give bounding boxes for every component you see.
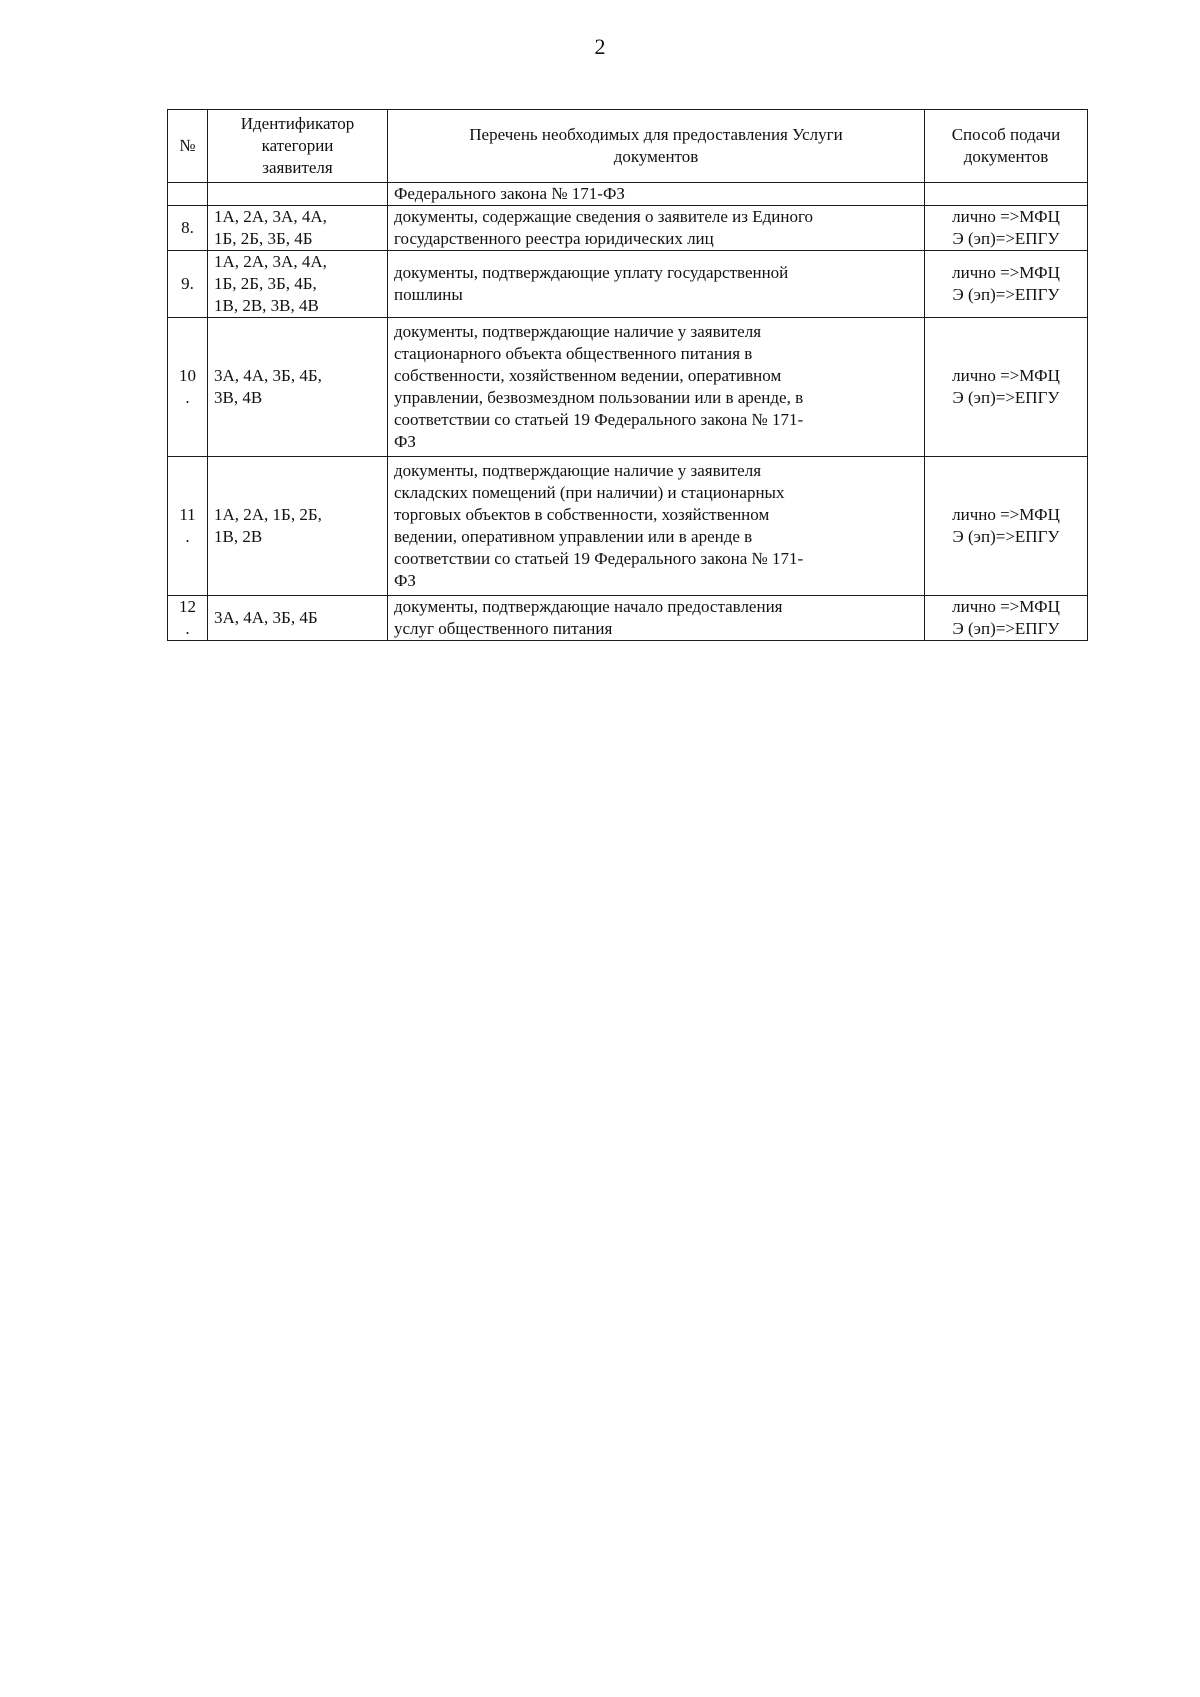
row-number-part: . bbox=[185, 527, 190, 546]
table-row bbox=[168, 596, 1088, 641]
page-number: 2 bbox=[594, 34, 606, 59]
header-number: № bbox=[168, 110, 208, 183]
cell-documents bbox=[388, 457, 925, 596]
identifier-line: 1А, 2А, 3А, 4А, bbox=[214, 207, 327, 226]
cell-number bbox=[168, 457, 208, 596]
cell-number bbox=[168, 183, 208, 206]
cell-identifier bbox=[208, 251, 388, 318]
identifier-line: 3В, 4В bbox=[214, 388, 263, 407]
header-method bbox=[925, 110, 1088, 183]
cell-method bbox=[925, 596, 1088, 641]
method-line: лично =>МФЦ bbox=[952, 207, 1060, 226]
cell-number: 8. bbox=[168, 206, 208, 251]
method-line: лично =>МФЦ bbox=[952, 597, 1060, 616]
identifier-line: 3А, 4А, 3Б, 4Б bbox=[214, 608, 318, 627]
documents-line: услуг общественного питания bbox=[394, 619, 613, 638]
header-identifier-line: Идентификатор bbox=[240, 114, 355, 133]
cell-method bbox=[925, 206, 1088, 251]
cell-number bbox=[168, 318, 208, 457]
method-line: Э (эп)=>ЕПГУ bbox=[952, 527, 1060, 546]
documents-line: стационарного объекта общественного питания в bbox=[394, 344, 753, 363]
table-row bbox=[168, 251, 1088, 318]
cell-identifier bbox=[208, 318, 388, 457]
documents-line: государственного реестра юридических лиц bbox=[394, 229, 714, 248]
cell-number: 9. bbox=[168, 251, 208, 318]
documents-line: пошлины bbox=[394, 285, 463, 304]
documents-line: документы, подтверждающие наличие у заявителя bbox=[394, 461, 762, 480]
method-line: Э (эп)=>ЕПГУ bbox=[952, 285, 1060, 304]
documents-line: соответствии со статьей 19 Федерального закона № 171- bbox=[394, 410, 804, 429]
documents-line: ведении, оперативном управлении или в аренде в bbox=[394, 527, 753, 546]
documents-line: торговых объектов в собственности, хозяйственном bbox=[394, 505, 770, 524]
row-number-part: 12 bbox=[179, 597, 196, 616]
identifier-line: 1А, 2А, 1Б, 2Б, bbox=[214, 505, 322, 524]
documents-line: документы, содержащие сведения о заявителе из Единого bbox=[394, 207, 814, 226]
cell-identifier bbox=[208, 206, 388, 251]
header-method-line: документов bbox=[963, 147, 1049, 166]
header-documents-line: документов bbox=[613, 147, 699, 166]
table-row bbox=[168, 457, 1088, 596]
cell-documents bbox=[388, 206, 925, 251]
documents-line: документы, подтверждающие наличие у заявителя bbox=[394, 322, 762, 341]
documents-line: соответствии со статьей 19 Федерального закона № 171- bbox=[394, 549, 804, 568]
documents-line: складских помещений (при наличии) и стационарных bbox=[394, 483, 785, 502]
documents-line: управлении, безвозмездном пользовании или в аренде, в bbox=[394, 388, 804, 407]
table-header-row bbox=[168, 110, 1088, 183]
cell-identifier bbox=[208, 596, 388, 641]
documents-line: документы, подтверждающие уплату государственной bbox=[394, 263, 789, 282]
row-number-part: . bbox=[185, 388, 190, 407]
identifier-line: 1В, 2В bbox=[214, 527, 263, 546]
cell-documents bbox=[388, 318, 925, 457]
identifier-line: 1А, 2А, 3А, 4А, bbox=[214, 252, 327, 271]
documents-line: ФЗ bbox=[394, 571, 416, 590]
row-number-part: 11 bbox=[179, 505, 196, 524]
documents-line: документы, подтверждающие начало предоставления bbox=[394, 597, 783, 616]
cell-documents bbox=[388, 596, 925, 641]
method-line: лично =>МФЦ bbox=[952, 505, 1060, 524]
row-number-part: 10 bbox=[179, 366, 196, 385]
identifier-line: 1В, 2В, 3В, 4В bbox=[214, 296, 319, 315]
method-line: Э (эп)=>ЕПГУ bbox=[952, 388, 1060, 407]
documents-table bbox=[167, 109, 1088, 641]
identifier-line: 1Б, 2Б, 3Б, 4Б, bbox=[214, 274, 317, 293]
header-identifier-line: заявителя bbox=[262, 158, 333, 177]
cell-method bbox=[925, 251, 1088, 318]
cell-method bbox=[925, 183, 1088, 206]
identifier-line: 1Б, 2Б, 3Б, 4Б bbox=[214, 229, 313, 248]
method-line: лично =>МФЦ bbox=[952, 263, 1060, 282]
cell-method bbox=[925, 457, 1088, 596]
row-number-part: . bbox=[185, 619, 190, 638]
header-method-line: Способ подачи bbox=[951, 125, 1061, 144]
cell-identifier bbox=[208, 183, 388, 206]
table-row bbox=[168, 318, 1088, 457]
cell-number bbox=[168, 596, 208, 641]
table-row-continuation bbox=[168, 183, 1088, 206]
header-identifier-line: категории bbox=[261, 136, 334, 155]
header-documents bbox=[388, 110, 925, 183]
cell-identifier bbox=[208, 457, 388, 596]
method-line: Э (эп)=>ЕПГУ bbox=[952, 619, 1060, 638]
identifier-line: 3А, 4А, 3Б, 4Б, bbox=[214, 366, 322, 385]
cell-documents bbox=[388, 251, 925, 318]
method-line: лично =>МФЦ bbox=[952, 366, 1060, 385]
method-line: Э (эп)=>ЕПГУ bbox=[952, 229, 1060, 248]
documents-line: собственности, хозяйственном ведении, оперативном bbox=[394, 366, 782, 385]
header-identifier bbox=[208, 110, 388, 183]
header-documents-line: Перечень необходимых для предоставления Услуги bbox=[469, 125, 843, 144]
table-row bbox=[168, 206, 1088, 251]
cell-method bbox=[925, 318, 1088, 457]
cell-documents: Федерального закона № 171-ФЗ bbox=[388, 183, 925, 206]
documents-line: ФЗ bbox=[394, 432, 416, 451]
